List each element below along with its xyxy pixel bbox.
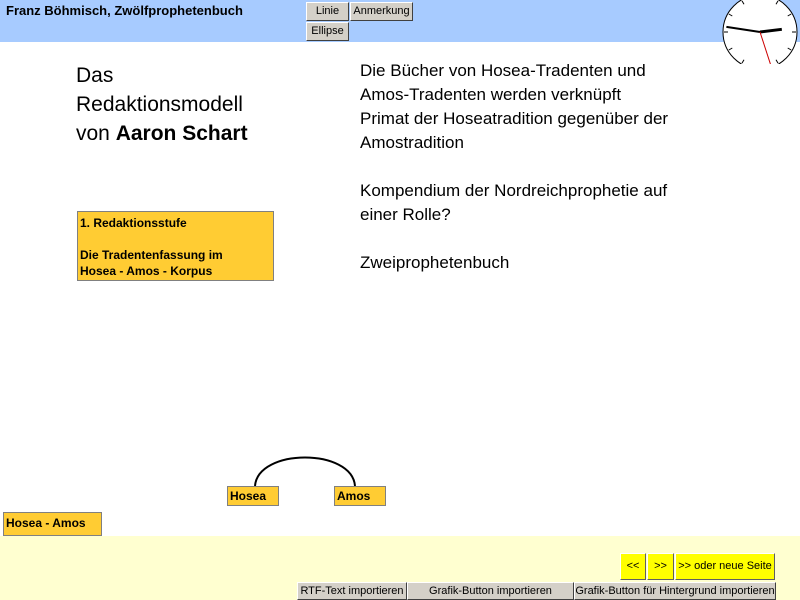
slide-title-line: Das: [76, 64, 114, 87]
body-line: einer Rolle?: [360, 205, 451, 224]
stage-heading: 1. Redaktionsstufe: [80, 216, 187, 230]
amos-label[interactable]: Amos: [334, 486, 386, 506]
import-graphic-button[interactable]: Grafik-Button importieren: [407, 582, 574, 600]
hosea-label[interactable]: Hosea: [227, 486, 279, 506]
redaction-stage-box[interactable]: [77, 211, 274, 281]
author-name: Aaron Schart: [115, 122, 248, 145]
body-line: Amostradition: [360, 133, 464, 152]
body-line: Amos-Tradenten werden verknüpft: [360, 85, 622, 104]
body-paragraph: [360, 179, 668, 227]
body-paragraph: [360, 251, 668, 275]
slide-title-line: [76, 119, 248, 148]
prev-page-button[interactable]: <<: [620, 553, 646, 580]
app-title: Franz Böhmisch, Zwölfprophetenbuch: [6, 3, 243, 18]
ellipse-tool-button[interactable]: Ellipse: [306, 22, 349, 41]
hosea-amos-tag[interactable]: Hosea - Amos: [3, 512, 102, 536]
import-background-graphic-button[interactable]: Grafik-Button für Hintergrund importieren: [574, 582, 776, 600]
clock-icon: [721, 0, 800, 64]
slide-body-text: [360, 59, 668, 299]
slide-title-line: Redaktionsmodell: [76, 93, 243, 116]
next-page-button[interactable]: >>: [647, 553, 674, 580]
stage-description-line: Die Tradentenfassung im: [80, 248, 223, 262]
stage-description-line: Hosea - Amos - Korpus: [80, 264, 213, 278]
next-or-new-page-button[interactable]: >> oder neue Seite: [675, 553, 775, 580]
slide-title-prefix: von: [76, 122, 116, 145]
body-line: Kompendium der Nordreichprophetie auf: [360, 181, 668, 200]
annotation-tool-button[interactable]: Anmerkung: [350, 2, 413, 21]
slide-title: [76, 61, 248, 148]
body-line: Primat der Hoseatradition gegenüber der: [360, 109, 669, 128]
connection-arc[interactable]: [240, 440, 370, 490]
import-rtf-button[interactable]: RTF-Text importieren: [297, 582, 407, 600]
line-tool-button[interactable]: Linie: [306, 2, 349, 21]
body-line: Die Bücher von Hosea-Tradenten und: [360, 61, 646, 80]
body-line: Zweiprophetenbuch: [360, 253, 510, 272]
body-paragraph: [360, 59, 668, 155]
